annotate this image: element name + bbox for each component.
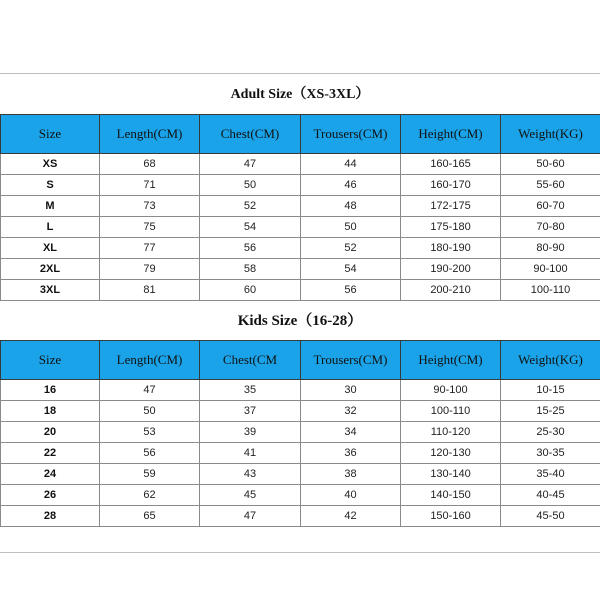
table-row bbox=[1, 380, 600, 401]
size-cell: 3XL bbox=[1, 280, 100, 301]
height-cell: 160-165 bbox=[401, 154, 501, 175]
weight-cell: 10-15 bbox=[501, 380, 600, 401]
trousers-cell: 42 bbox=[301, 506, 401, 527]
weight-cell: 100-110 bbox=[501, 280, 600, 301]
height-cell: 120-130 bbox=[401, 443, 501, 464]
size-cell: M bbox=[1, 196, 100, 217]
chest-cell: 41 bbox=[200, 443, 301, 464]
column-header-weight: Weight(KG) bbox=[501, 341, 600, 380]
length-cell: 73 bbox=[100, 196, 200, 217]
weight-cell: 70-80 bbox=[501, 217, 600, 238]
height-cell: 100-110 bbox=[401, 401, 501, 422]
weight-cell: 55-60 bbox=[501, 175, 600, 196]
size-cell: 18 bbox=[1, 401, 100, 422]
length-cell: 79 bbox=[100, 259, 200, 280]
column-header-height: Height(CM) bbox=[401, 115, 501, 154]
length-cell: 77 bbox=[100, 238, 200, 259]
chest-cell: 35 bbox=[200, 380, 301, 401]
table-row bbox=[1, 259, 600, 280]
trousers-cell: 38 bbox=[301, 464, 401, 485]
weight-cell: 45-50 bbox=[501, 506, 600, 527]
weight-cell: 25-30 bbox=[501, 422, 600, 443]
column-header-size: Size bbox=[1, 341, 100, 380]
size-cell: XS bbox=[1, 154, 100, 175]
trousers-cell: 48 bbox=[301, 196, 401, 217]
height-cell: 150-160 bbox=[401, 506, 501, 527]
length-cell: 47 bbox=[100, 380, 200, 401]
size-cell: 26 bbox=[1, 485, 100, 506]
table-header-row bbox=[1, 115, 600, 154]
chest-cell: 47 bbox=[200, 154, 301, 175]
length-cell: 50 bbox=[100, 401, 200, 422]
size-cell: 16 bbox=[1, 380, 100, 401]
weight-cell: 30-35 bbox=[501, 443, 600, 464]
length-cell: 75 bbox=[100, 217, 200, 238]
height-cell: 175-180 bbox=[401, 217, 501, 238]
table-row bbox=[1, 443, 600, 464]
chest-cell: 56 bbox=[200, 238, 301, 259]
height-cell: 172-175 bbox=[401, 196, 501, 217]
column-header-chest: Chest(CM bbox=[200, 341, 301, 380]
adult-size-title: Adult Size（XS-3XL） bbox=[230, 87, 370, 102]
table-row bbox=[1, 175, 600, 196]
height-cell: 180-190 bbox=[401, 238, 501, 259]
length-cell: 59 bbox=[100, 464, 200, 485]
column-header-length: Length(CM) bbox=[100, 115, 200, 154]
column-header-height: Height(CM) bbox=[401, 341, 501, 380]
kids-size-table bbox=[0, 340, 600, 527]
table-row bbox=[1, 238, 600, 259]
trousers-cell: 40 bbox=[301, 485, 401, 506]
length-cell: 71 bbox=[100, 175, 200, 196]
adult-size-table bbox=[0, 114, 600, 301]
column-header-weight: Weight(KG) bbox=[501, 115, 600, 154]
chest-cell: 52 bbox=[200, 196, 301, 217]
height-cell: 130-140 bbox=[401, 464, 501, 485]
chest-cell: 58 bbox=[200, 259, 301, 280]
column-header-trousers: Trousers(CM) bbox=[301, 341, 401, 380]
column-header-size: Size bbox=[1, 115, 100, 154]
chest-cell: 47 bbox=[200, 506, 301, 527]
chest-cell: 45 bbox=[200, 485, 301, 506]
table-row bbox=[1, 154, 600, 175]
size-cell: S bbox=[1, 175, 100, 196]
size-cell: 22 bbox=[1, 443, 100, 464]
length-cell: 65 bbox=[100, 506, 200, 527]
length-cell: 68 bbox=[100, 154, 200, 175]
weight-cell: 15-25 bbox=[501, 401, 600, 422]
table-row bbox=[1, 464, 600, 485]
trousers-cell: 36 bbox=[301, 443, 401, 464]
chest-cell: 37 bbox=[200, 401, 301, 422]
table-row bbox=[1, 217, 600, 238]
height-cell: 190-200 bbox=[401, 259, 501, 280]
weight-cell: 80-90 bbox=[501, 238, 600, 259]
size-cell: 20 bbox=[1, 422, 100, 443]
weight-cell: 50-60 bbox=[501, 154, 600, 175]
trousers-cell: 56 bbox=[301, 280, 401, 301]
table-row bbox=[1, 196, 600, 217]
height-cell: 200-210 bbox=[401, 280, 501, 301]
table-row bbox=[1, 485, 600, 506]
size-cell: 2XL bbox=[1, 259, 100, 280]
table-row bbox=[1, 422, 600, 443]
size-cell: 24 bbox=[1, 464, 100, 485]
table-row bbox=[1, 506, 600, 527]
chest-cell: 54 bbox=[200, 217, 301, 238]
chest-cell: 60 bbox=[200, 280, 301, 301]
size-cell: L bbox=[1, 217, 100, 238]
chest-cell: 39 bbox=[200, 422, 301, 443]
height-cell: 110-120 bbox=[401, 422, 501, 443]
table-row bbox=[1, 401, 600, 422]
height-cell: 160-170 bbox=[401, 175, 501, 196]
length-cell: 56 bbox=[100, 443, 200, 464]
weight-cell: 90-100 bbox=[501, 259, 600, 280]
table-row bbox=[1, 280, 600, 301]
trousers-cell: 30 bbox=[301, 380, 401, 401]
size-cell: XL bbox=[1, 238, 100, 259]
length-cell: 62 bbox=[100, 485, 200, 506]
weight-cell: 60-70 bbox=[501, 196, 600, 217]
weight-cell: 40-45 bbox=[501, 485, 600, 506]
weight-cell: 35-40 bbox=[501, 464, 600, 485]
height-cell: 140-150 bbox=[401, 485, 501, 506]
length-cell: 53 bbox=[100, 422, 200, 443]
chest-cell: 43 bbox=[200, 464, 301, 485]
column-header-trousers: Trousers(CM) bbox=[301, 115, 401, 154]
column-header-chest: Chest(CM) bbox=[200, 115, 301, 154]
table-header-row bbox=[1, 341, 600, 380]
trousers-cell: 50 bbox=[301, 217, 401, 238]
size-cell: 28 bbox=[1, 506, 100, 527]
trousers-cell: 54 bbox=[301, 259, 401, 280]
chest-cell: 50 bbox=[200, 175, 301, 196]
column-header-length: Length(CM) bbox=[100, 341, 200, 380]
trousers-cell: 44 bbox=[301, 154, 401, 175]
trousers-cell: 46 bbox=[301, 175, 401, 196]
kids-size-title: Kids Size（16-28） bbox=[237, 313, 363, 329]
height-cell: 90-100 bbox=[401, 380, 501, 401]
length-cell: 81 bbox=[100, 280, 200, 301]
trousers-cell: 32 bbox=[301, 401, 401, 422]
trousers-cell: 52 bbox=[301, 238, 401, 259]
trousers-cell: 34 bbox=[301, 422, 401, 443]
